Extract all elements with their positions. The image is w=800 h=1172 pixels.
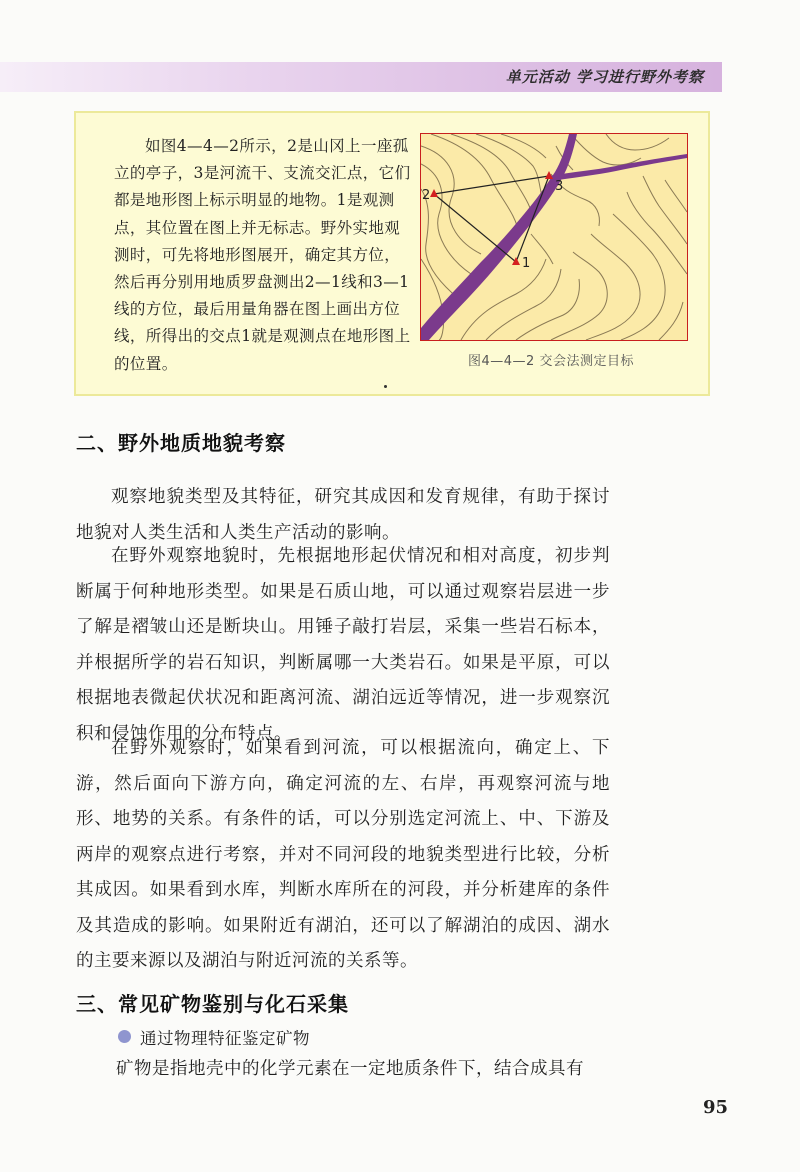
section-heading-minerals: 三、常见矿物鉴别与化石采集	[76, 992, 349, 1016]
running-header: 单元活动 学习进行野外考察	[505, 68, 704, 86]
page-number: 95	[703, 1097, 729, 1118]
label-point-2: 2	[422, 188, 431, 203]
section-heading-landform: 二、野外地质地貌考察	[76, 431, 286, 455]
label-point-1: 1	[522, 256, 531, 271]
activity-text: 如图4—4—2所示，2是山冈上一座孤立的亭子，3是河流干、支流交汇点，它们都是地形图上标示明显的地物。1是观测点，其位置在图上并无标志。野外实地观测时，可先将地形图展开，确定其方位，然后再分别用地质罗盘测出2—1线和3—1线的方位，最后用量角器在图上画出方位线，所得出的交点1就是观测点在地形图上的位置。	[114, 137, 411, 373]
contour-map	[420, 133, 688, 341]
label-point-3: 3	[555, 179, 564, 194]
paragraph-landform-3: 在野外观察时，如果看到河流，可以根据流向，确定上、下游，然后面向下游方向，确定河流的左、右岸，再观察河流与地形、地势的关系。有条件的话，可以分别选定河流上、中、下游及两岸的观察点进行考察，并对不同河段的地貌类型进行比较，分析其成因。如果看到水库，判断水库所在的河段，并分析建库的条件及其造成的影响。如果附近有湖泊，还可以了解湖泊的成因、湖水的主要来源以及湖泊与附近河流的关系等。	[76, 738, 610, 971]
decorative-dot	[384, 385, 387, 388]
contour-map-graphic	[421, 134, 687, 340]
paragraph-minerals: 矿物是指地壳中的化学元素在一定地质条件下，结合成具有	[116, 1059, 584, 1079]
paragraph-landform-1: 观察地貌类型及其特征，研究其成因和发育规律，有助于探讨地貌对人类生活和人类生产活动的影响。	[76, 487, 610, 543]
figure-caption: 图4—4—2 交会法测定目标	[468, 354, 634, 369]
subheading-mineral-id: 通过物理特征鉴定矿物	[140, 1029, 310, 1048]
bullet-icon	[118, 1030, 131, 1043]
activity-box	[74, 111, 710, 396]
paragraph-landform-2: 在野外观察地貌时，先根据地形起伏情况和相对高度，初步判断属于何种地形类型。如果是石质山地，可以通过观察岩层进一步了解是褶皱山还是断块山。用锤子敲打岩层，采集一些岩石标本，并根据所学的岩石知识，判断属哪一大类岩石。如果是平原，可以根据地表微起伏状况和距离河流、湖泊远近等情况，进一步观察沉积和侵蚀作用的分布特点。	[76, 546, 610, 744]
